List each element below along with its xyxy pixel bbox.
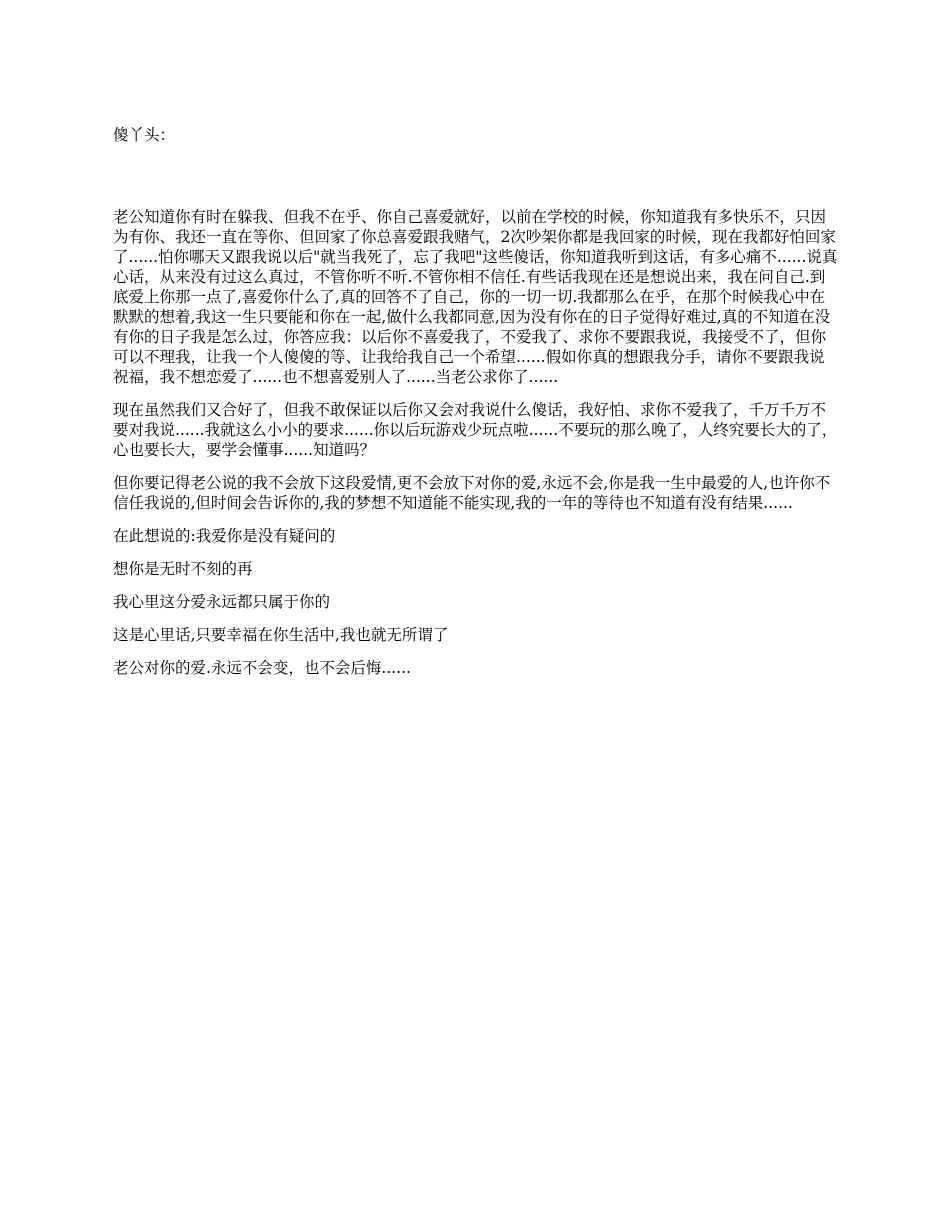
line-love: 在此想说的:我爱你是没有疑问的 [113,527,336,545]
line-miss: 想你是无时不刻的再 [113,560,253,578]
line-heart: 我心里这分爱永远都只属于你的 [113,593,331,611]
paragraph-reconcile: 现在虽然我们又合好了，但我不敢保证以后你又会对我说什么傻话，我好怕、求你不爱我了，千万千万不要对我说......我就这么小小的要求......你以后玩游戏少玩点啦......不要玩的那么晚了，人终究要长大的了，心也要长大，要学会懂事......知道吗？ [113,401,838,459]
letter-body [113,125,840,691]
line-happiness: 这是心里话,只要幸福在你生活中,我也就无所谓了 [113,626,449,644]
paragraph-promise: 但你要记得老公说的我不会放下这段爱情,更不会放下对你的爱,永远不会,你是我一生中最爱的人,也许你不信任我说的,但时间会告诉你的,我的梦想不知道能不能实现,我的一年的等待也不知道有没有结果...... [113,474,831,512]
line-closing: 老公对你的爱.永远不会变，也不会后悔...... [113,659,411,677]
salutation: 傻丫头： [113,126,176,144]
paragraph-main: 老公知道你有时在躲我、但我不在乎、你自己喜爱就好，以前在学校的时候，你知道我有多快乐不，只因为有你、我还一直在等你、但回家了你总喜爱跟我赌气，2次吵架你都是我回家的时候，现在我都好怕回家了......怕你哪天又跟我说以后"就当我死了，忘了我吧"这些傻话，你知道我听到这话，有多心痛不......说真心话，从来没有过这么真过，不管你听不听.不管你相不信任.有些话我现在还是想说出来，我在问自己.到底爱上你那一点了,喜爱你什么了,真的回答不了自己，你的一切一切.我都那么在乎，在那个时候我心中在默默的想着,我这一生只要能和你在一起,做什么我都同意,因为没有你在的日子觉得好难过,真的不知道在没有你的日子我是怎么过，你答应我：以后你不喜爱我了，不爱我了、求你不要跟我说，我接受不了，但你可以不理我，让我一个人傻傻的等、让我给我自己一个希望......假如你真的想跟我分手，请你不要跟我说祝福，我不想恋爱了......也不想喜爱别人了......当老公求你了...... [113,208,838,386]
